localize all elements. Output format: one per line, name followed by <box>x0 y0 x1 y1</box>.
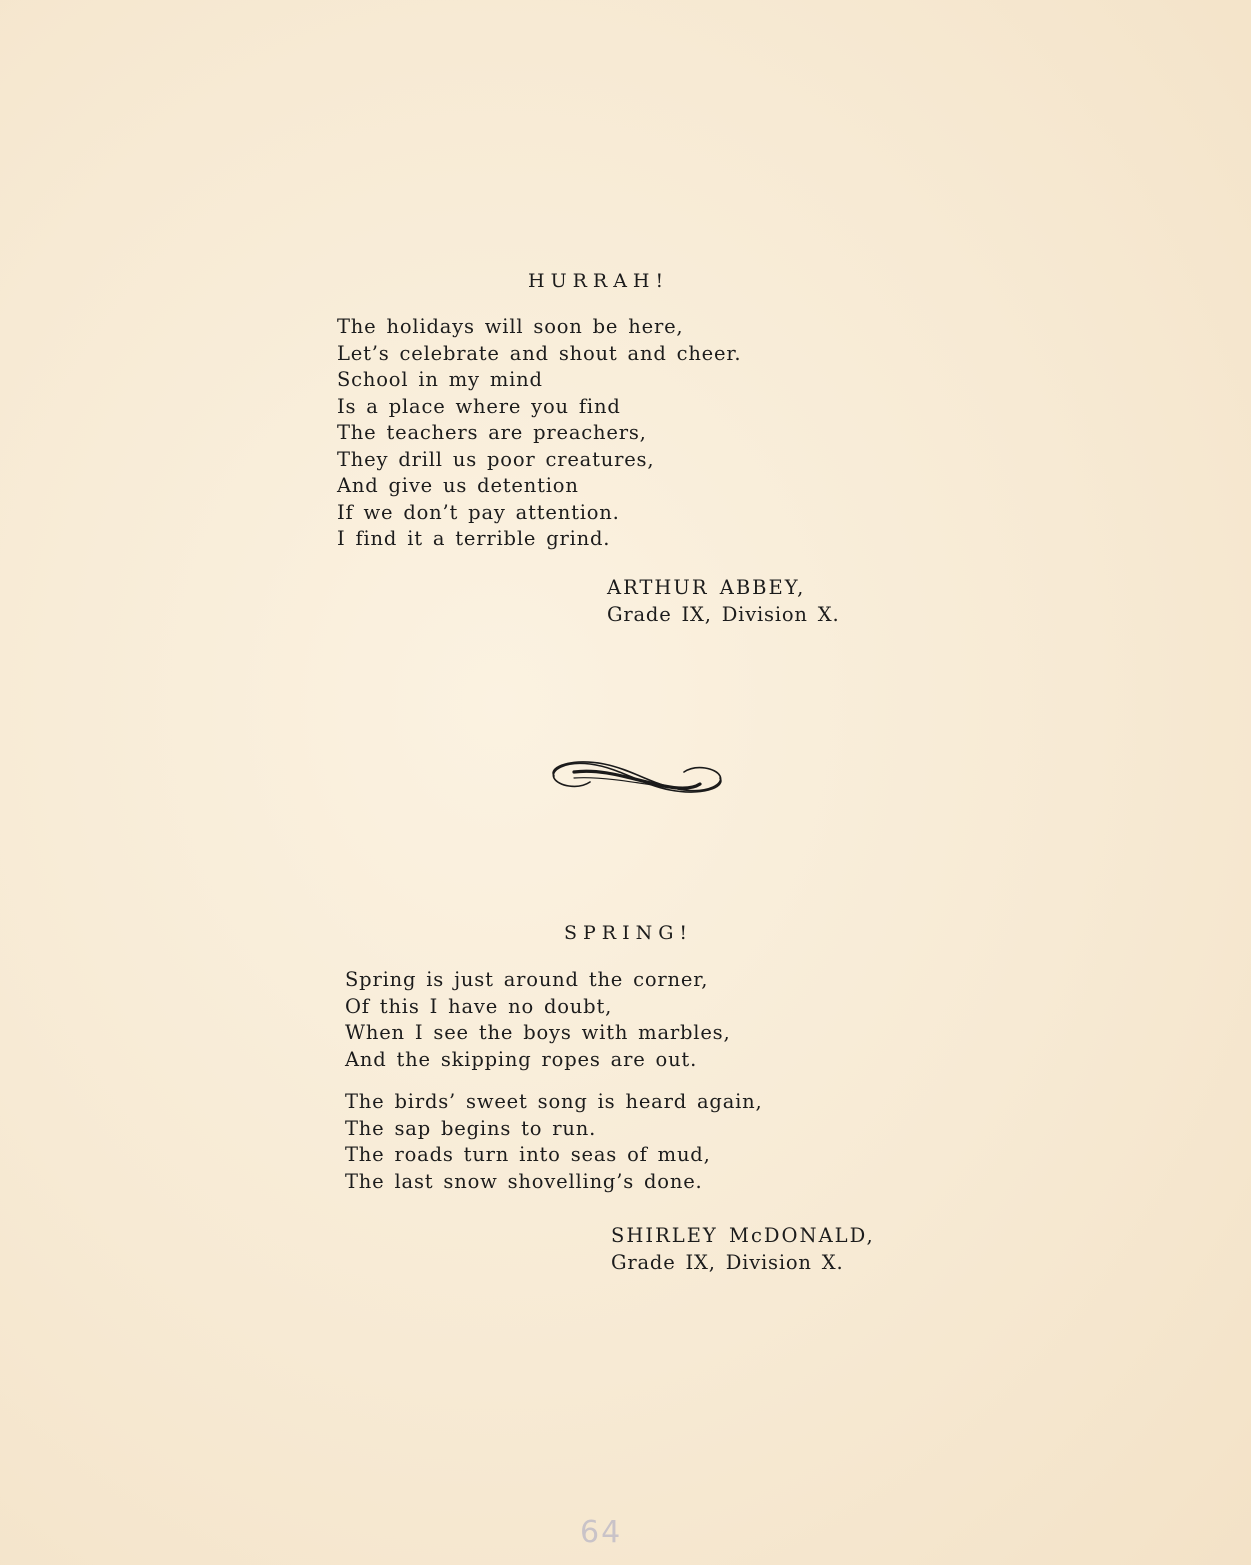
poem-title-hurrah: HURRAH! <box>528 270 670 292</box>
author-name: SHIRLEY McDONALD, <box>611 1224 875 1247</box>
signature-arthur-abbey <box>607 574 839 628</box>
verse-line: And give us detention <box>337 474 579 497</box>
verse-line: The sap begins to run. <box>345 1116 597 1140</box>
author-grade: Grade IX, Division X. <box>607 603 840 626</box>
verse-line: I find it a terrible grind. <box>337 527 611 550</box>
verse-line: The teachers are preachers, <box>337 421 647 444</box>
verse-line: School in my mind <box>337 368 543 391</box>
poem-body-spring <box>345 967 763 1195</box>
verse-line: The last snow shovelling’s done. <box>345 1169 703 1193</box>
verse-line: Let’s celebrate and shout and cheer. <box>337 341 742 365</box>
poem-body-hurrah <box>337 314 741 553</box>
author-grade: Grade IX, Division X. <box>611 1251 844 1274</box>
pencil-page-number: 64 <box>580 1515 623 1550</box>
verse-line: They drill us poor creatures, <box>337 447 655 471</box>
verse-line: If we don’t pay attention. <box>337 500 620 524</box>
verse-line: And the skipping ropes are out. <box>345 1047 698 1071</box>
flourish-ornament-icon <box>544 750 730 804</box>
poem-title-spring: SPRING! <box>564 922 694 944</box>
stanza-gap <box>345 1073 763 1089</box>
verse-line: Of this I have no doubt, <box>345 994 613 1018</box>
verse-line: The roads turn into seas of mud, <box>345 1143 711 1166</box>
author-name: ARTHUR ABBEY, <box>607 576 806 599</box>
signature-shirley-mcdonald <box>611 1222 875 1276</box>
verse-line: Is a place where you find <box>337 394 621 418</box>
verse-line: Spring is just around the corner, <box>345 968 709 991</box>
verse-line: The birds’ sweet song is heard again, <box>345 1090 763 1113</box>
verse-line: When I see the boys with marbles, <box>345 1021 731 1044</box>
verse-line: The holidays will soon be here, <box>337 315 684 338</box>
